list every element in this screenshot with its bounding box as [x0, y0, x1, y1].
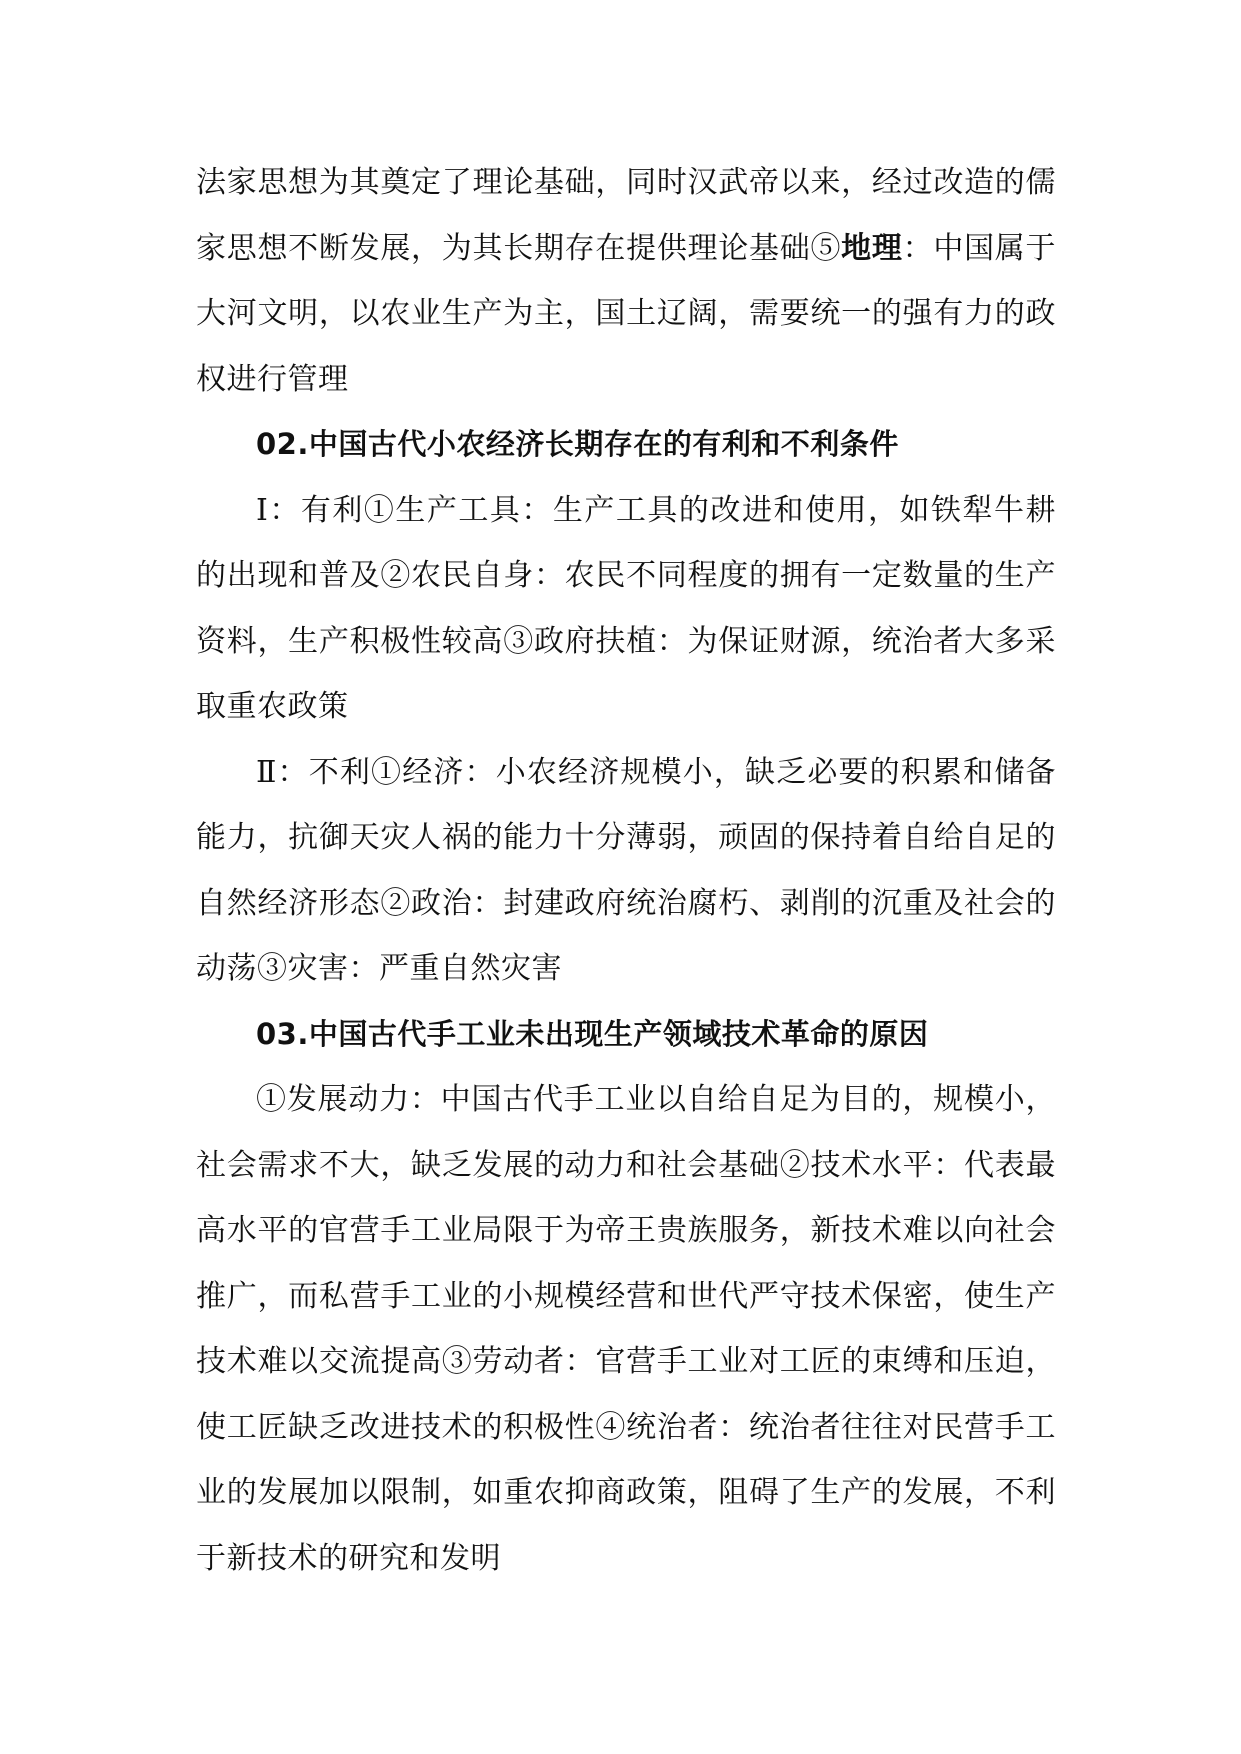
document-body	[196, 150, 1056, 1591]
section-02-heading: 02.中国古代小农经济长期存在的有利和不利条件	[256, 427, 899, 461]
section-02-favorable-paragraph: Ⅰ：有利①生产工具：生产工具的改进和使用，如铁犁牛耕的出现和普及②农民自身：农民不同程度的拥有一定数量的生产资料，生产积极性较高③政府扶植：为保证财源，统治者大多采取重农政策	[196, 492, 1056, 724]
section-03-paragraph: ①发展动力：中国古代手工业以自给自足为目的，规模小，社会需求不大，缺乏发展的动力和社会基础②技术水平：代表最高水平的官营手工业局限于为帝王贵族服务，新技术难以向社会推广，而私营手工业的小规模经营和世代严守技术保密，使生产技术难以交流提高③劳动者：官营手工业对工匠的束缚和压迫，使工匠缺乏改进技术的积极性④统治者：统治者往往对民营手工业的发展加以限制，如重农抑商政策，阻碍了生产的发展，不利于新技术的研究和发明	[196, 1082, 1056, 1576]
section-02-unfavorable-paragraph: Ⅱ：不利①经济：小农经济规模小，缺乏必要的积累和储备能力，抗御天灾人祸的能力十分薄弱，顽固的保持着自给自足的自然经济形态②政治：封建政府统治腐朽、剥削的沉重及社会的动荡③灾害：严重自然灾害	[196, 754, 1056, 986]
section-03-heading: 03.中国古代手工业未出现生产领域技术革命的原因	[256, 1016, 929, 1051]
intro-text-after: ：中国属于大河文明，以农业生产为主，国土辽阔，需要统一的强有力的政权进行管理	[196, 230, 1057, 397]
intro-bold-term: 地理	[841, 230, 903, 266]
intro-text-before: 法家思想为其奠定了理论基础，同时汉武帝以来，经过改造的儒家思想不断发展，为其长期存在提供理论基础⑤	[196, 165, 1056, 266]
intro-paragraph	[196, 150, 1056, 412]
